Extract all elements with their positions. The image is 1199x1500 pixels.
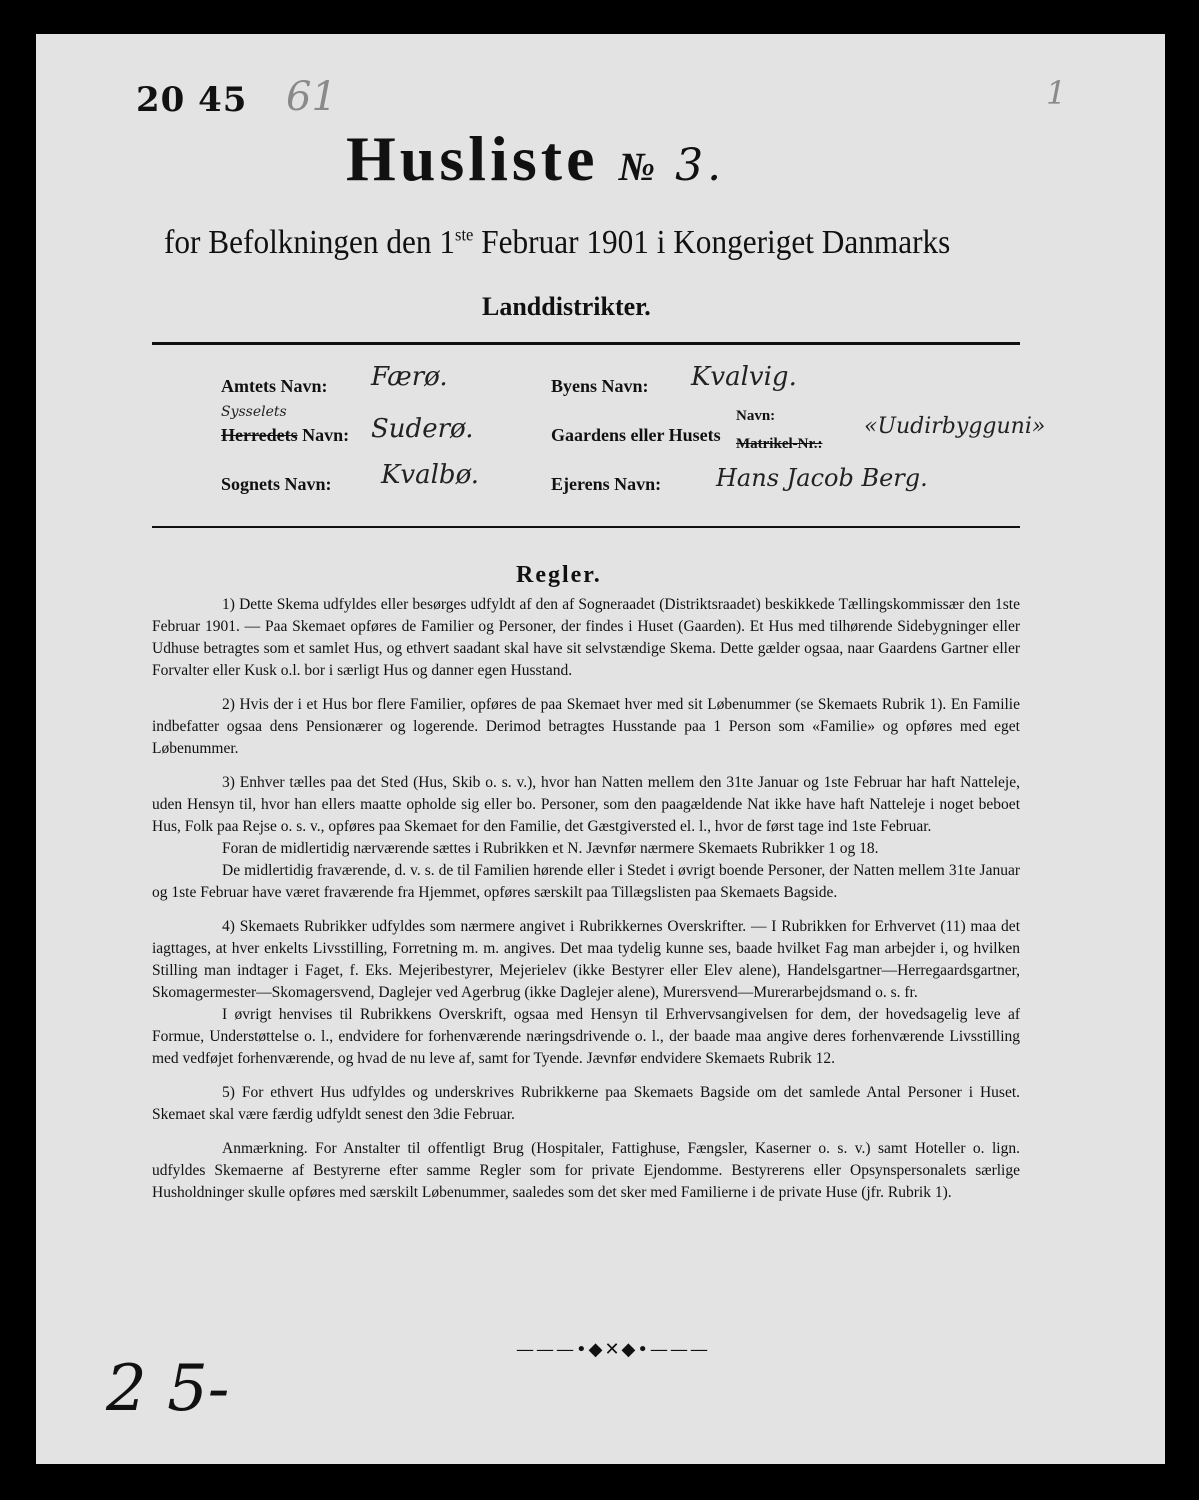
ornament-divider: ———•◆✕◆•——— <box>516 1339 711 1360</box>
subtitle <box>164 224 950 262</box>
pencil-note-right: 1 <box>1046 74 1067 112</box>
rules-body <box>152 594 1020 1216</box>
pencil-note-left: 61 <box>286 74 337 120</box>
rule-3-foran: Foran de midlertidig nærværende sættes i Rubrikken et N. Jævnfør nærmere Skemaets Rubrikker 1 og 18. <box>222 840 879 857</box>
herredets-value: Suderø. <box>371 414 474 444</box>
anmaerkning: Anmærkning. For Anstalter til offentligt Brug (Hospitaler, Fattighuse, Fængsler, Kaserner o. s. v.) samt Hoteller o. lign. udfyldes Skemaerne af Bestyrerne efter samme Regler som for private Ejendomme. Bestyrerens eller Opsynspersonalets særlige Husholdninger skulle opføres med særskilt Løbenummer, saaledes som det sker med Familierne i de private Huse (jfr. Rubrik 1). <box>152 1140 1020 1201</box>
herredets-label <box>221 425 349 446</box>
amtets-value: Færø. <box>371 362 448 392</box>
rule-4: 4) Skemaets Rubrikker udfyldes som nærmere angivet i Rubrikkernes Overskrifter. — I Rubrikken for Erhvervet (11) maa det iagttages, at hver enkelts Livsstilling, Forretning m. m. angives. Det maa tydelig kunne ses, baade hvilket Fag man arbejder i, og hvilken Stilling man indtager i Faget, f. Eks. Mejeribestyrer, Mejerielev (ikke Bestyrer eller Elev alene), Handelsgartner—Herregaardsgartner, Skomagermester—Skomagersvend, Daglejer ved Agerbrug (ikke Daglejer alene), Murersvend—Murerarbejdsmand o. s. fr. <box>152 918 1020 1001</box>
corner-handwritten-note: 2 5- <box>106 1352 230 1426</box>
subtitle-prefix: for Befolkningen den 1 <box>164 224 456 261</box>
herredets-navn: Navn: <box>302 425 350 445</box>
subtitle-suffix: Februar 1901 i Kongeriget Danmarks <box>473 224 951 261</box>
herredets-struck: Herredets <box>221 425 298 445</box>
rule-3-fravaerende: De midlertidig fraværende, d. v. s. de til Familien hørende eller i Stedet i øvrigt boende Personer, der Natten mellem 31te Januar og 1ste Februar have været fraværende fra Hjemmet, opføres særskilt paa Tillægslisten paa Skemaets Bagside. <box>152 862 1020 901</box>
subtitle-sup: ste <box>455 224 474 245</box>
ejerens-label: Ejerens Navn: <box>551 474 662 494</box>
rule-5: 5) For ethvert Hus udfyldes og underskrives Rubrikkerne paa Skemaets Bagside om det samlede Antal Personer i Huset. Skemaet skal være færdig udfyldt senest den 3die Februar. <box>152 1084 1020 1123</box>
subtitle-districts: Landdistrikter. <box>482 292 651 321</box>
gaardens-navn-label: Navn: <box>736 408 776 424</box>
stamp-number: 20 45 <box>136 80 248 120</box>
ejerens-value: Hans Jacob Berg. <box>716 464 928 492</box>
sysselets-handwritten: Sysselets <box>221 404 287 420</box>
rule-3: 3) Enhver tælles paa det Sted (Hus, Skib o. s. v.), hvor han Natten mellem den 31te Januar og 1ste Februar har haft Natteleje, uden Hensyn til, hvor han ellers maatte opholde sig eller bo. Personer, som den paagældende Nat ikke have haft Natteleje i noget beboet Hus, Folk paa Rejse o. s. v., opføres paa Skemaet for den Familie, det Gæstgiversted el. l., hvor de først tage ind 1ste Februar. <box>152 774 1020 835</box>
regler-heading: Regler. <box>516 562 602 588</box>
gaardens-value: «Uudirbygguni» <box>864 414 1046 439</box>
rule-2: 2) Hvis der i et Hus bor flere Familier, opføres de paa Skemaet hver med sit Løbenummer (se Skemaets Rubrik 1). En Familie indbefatter ogsaa dens Pensionærer og logerende. Derimod betragtes Husstande paa 1 Person som «Familie» og opføres med eget Løbenummer. <box>152 696 1020 757</box>
fields-divider <box>152 526 1020 528</box>
sognets-value: Kvalbø. <box>381 460 480 490</box>
rule-4-ovrigt: I øvrigt henvises til Rubrikkens Overskrift, ogsaa med Hensyn til Erhvervsangivelsen for dem, der hovedsagelig leve af Formue, Understøttelse o. l., endvidere for forhenværende næringsdrivende o. l., der baade maa angive deres forhenværende Livsstilling med vedføjet forhenværende, og hvad de nu leve af, samt for Tyende. Jævnfør endvidere Skemaets Rubrik 12. <box>152 1006 1020 1067</box>
gaardens-matrikel-label: Matrikel-Nr.: <box>736 436 823 452</box>
rule-1: 1) Dette Skema udfyldes eller besørges udfyldt af den af Sogneraadet (Distriktsraadet) beskikkede Tællingskommissær den 1ste Februar 1901. — Paa Skemaet opføres de Familier og Personer, der findes i Huset (Gaarden). Et Hus med tilhørende Sidebygninger eller Udhuse betragtes som et samlet Hus, og ethvert saadant skal have sit selvstændige Skema. Dette gælder ogsaa, naar Gaardens Gartner eller Forvalter eller Kusk o.l. bor i særligt Hus og danner egen Husstand. <box>152 596 1020 679</box>
gaardens-label: Gaardens eller Husets <box>551 425 721 445</box>
census-form-page <box>36 34 1165 1464</box>
sognets-label: Sognets Navn: <box>221 474 332 494</box>
byens-label: Byens Navn: <box>551 376 649 396</box>
amtets-label: Amtets Navn: <box>221 376 328 396</box>
page-title <box>346 122 725 196</box>
top-divider <box>152 342 1020 345</box>
title-number-label: № <box>618 144 656 189</box>
byens-value: Kvalvig. <box>691 362 797 392</box>
title-number-value: 3. <box>675 140 726 191</box>
title-main: Husliste <box>346 123 599 194</box>
